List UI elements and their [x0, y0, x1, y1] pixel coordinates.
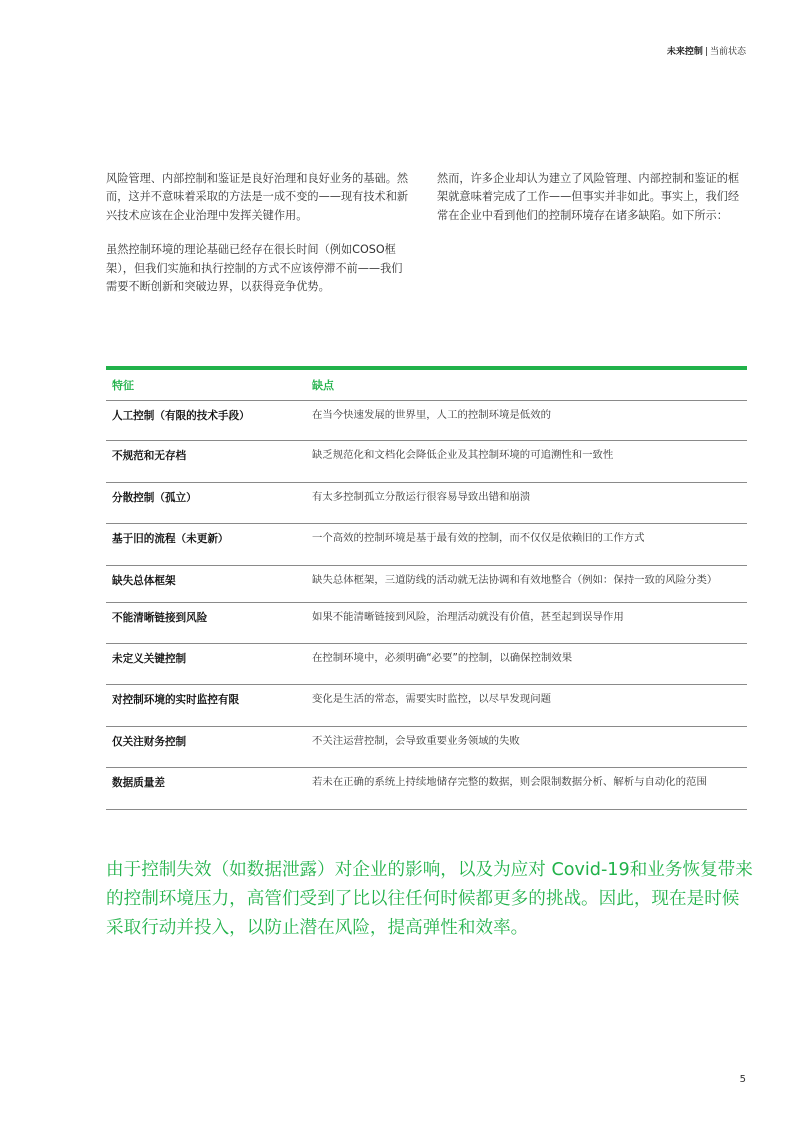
- row-defect: 缺失总体框架，三道防线的活动就无法协调和有效地整合（例如：保持一致的风险分类）: [312, 574, 718, 586]
- header-section: 当前状态: [709, 47, 746, 57]
- row-defect: 在当今快速发展的世界里，人工的控制环境是低效的: [312, 409, 551, 421]
- table-row: [106, 524, 747, 566]
- header-separator: |: [704, 47, 708, 57]
- table-row: [106, 566, 747, 603]
- row-defect: 缺乏规范化和文档化会降低企业及其控制环境的可追溯性和一致性: [312, 449, 614, 461]
- table-row: [106, 768, 747, 810]
- table-header: [106, 370, 747, 400]
- row-defect: 变化是生活的常态，需要实时监控，以尽早发现问题: [312, 693, 551, 705]
- left-paragraph-1: 风险管理、内部控制和鉴证是良好治理和良好业务的基础。然而，这并不意味着采取的方法是一成不变的——现有技术和新兴技术应该在企业治理中发挥关键作用。: [106, 172, 409, 222]
- row-defect: 不关注运营控制，会导致重要业务领域的失败: [312, 735, 520, 747]
- table-row: [106, 727, 747, 768]
- header-title: 未来控制: [666, 47, 703, 57]
- row-feature: 分散控制（孤立）: [112, 492, 197, 504]
- row-feature: 数据质量差: [112, 777, 165, 789]
- row-defect: 有太多控制孤立分散运行很容易导致出错和崩溃: [312, 491, 531, 503]
- table-row: [106, 400, 747, 441]
- right-column: [437, 170, 743, 241]
- right-paragraph-1: 然而，许多企业却认为建立了风险管理、内部控制和鉴证的框架就意味着完成了工作——但事实并非如此。事实上，我们经常在企业中看到他们的控制环境存在诸多缺陷。如下所示：: [437, 172, 740, 222]
- row-feature: 不规范和无存档: [112, 450, 187, 462]
- row-feature: 未定义关键控制: [112, 653, 187, 665]
- row-feature: 仅关注财务控制: [112, 736, 187, 748]
- row-defect: 在控制环境中，必须明确“必要”的控制，以确保控制效果: [312, 652, 573, 664]
- table-row: [106, 644, 747, 685]
- header-defect: 缺点: [312, 379, 334, 392]
- row-defect: 若未在正确的系统上持续地储存完整的数据，则会限制数据分析、解析与自动化的范围: [312, 776, 707, 788]
- page-header: [667, 44, 746, 57]
- table-row: [106, 603, 747, 644]
- table-row: [106, 483, 747, 524]
- row-feature: 基于旧的流程（未更新）: [112, 533, 229, 545]
- row-feature: 缺失总体框架: [112, 575, 176, 587]
- table-row: [106, 685, 747, 727]
- left-column: [106, 170, 412, 312]
- table-row: [106, 441, 747, 483]
- left-paragraph-2: 虽然控制环境的理论基础已经存在很长时间（例如COSO框架），但我们实施和执行控制的方式不应该停滞不前——我们需要不断创新和突破边界，以获得竞争优势。: [106, 243, 403, 294]
- row-defect: 如果不能清晰链接到风险，治理活动就没有价值，甚至起到误导作用: [312, 611, 624, 623]
- row-feature: 人工控制（有限的技术手段）: [112, 410, 250, 422]
- row-defect: 一个高效的控制环境是基于最有效的控制，而不仅仅是依赖旧的工作方式: [312, 532, 645, 544]
- row-feature: 不能清晰链接到风险: [112, 612, 208, 624]
- row-feature: 对控制环境的实时监控有限: [112, 694, 240, 706]
- pull-quote: 由于控制失效（如数据泄露）对企业的影响，以及为应对 Covid-19和业务恢复带来的控制环境压力，高管们受到了比以往任何时候都更多的挑战。因此，现在是时候采取行动并投入，以防止潜在风险，提高弹性和效率。: [106, 860, 753, 938]
- page-number: 5: [739, 1074, 746, 1085]
- deficiency-table: [106, 366, 747, 810]
- header-feature: 特征: [112, 379, 134, 392]
